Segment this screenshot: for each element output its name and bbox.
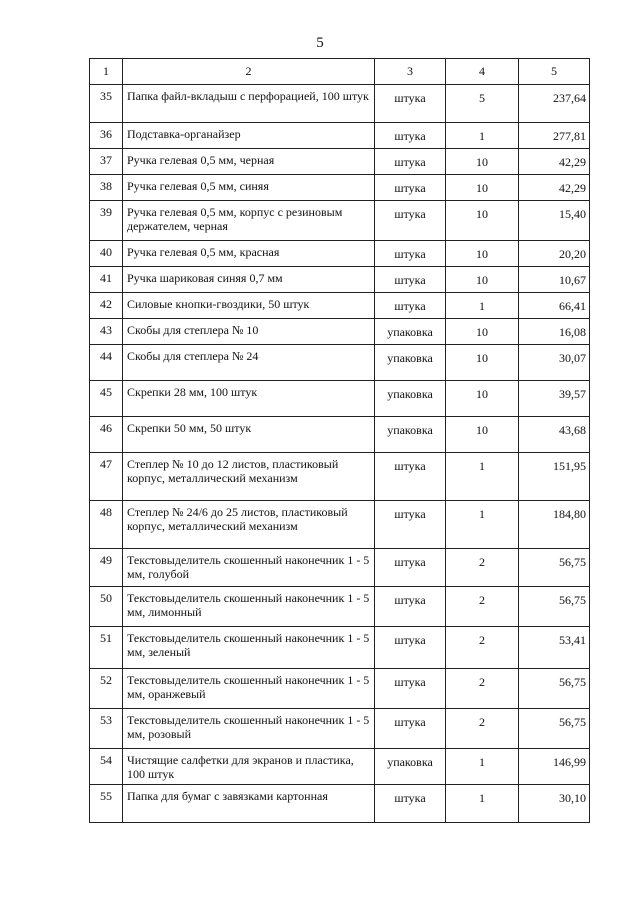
item-unit: штука bbox=[375, 453, 446, 501]
item-name: Степлер № 24/6 до 25 листов, пластиковый корпус, металлический механизм bbox=[123, 501, 375, 549]
item-unit: упаковка bbox=[375, 319, 446, 345]
table-row bbox=[90, 293, 590, 319]
row-number: 43 bbox=[90, 319, 123, 345]
item-name: Ручка гелевая 0,5 мм, красная bbox=[123, 241, 375, 267]
row-number: 53 bbox=[90, 709, 123, 749]
row-number: 41 bbox=[90, 267, 123, 293]
table-row bbox=[90, 241, 590, 267]
header-cell-3: 3 bbox=[375, 59, 446, 85]
item-name: Текстовыделитель скошенный наконечник 1 - 5 мм, зеленый bbox=[123, 627, 375, 669]
row-number: 47 bbox=[90, 453, 123, 501]
header-cell-2: 2 bbox=[123, 59, 375, 85]
item-unit: штука bbox=[375, 85, 446, 123]
item-name: Силовые кнопки-гвоздики, 50 штук bbox=[123, 293, 375, 319]
table-row bbox=[90, 627, 590, 669]
item-quantity: 1 bbox=[446, 453, 519, 501]
item-unit: упаковка bbox=[375, 749, 446, 785]
table-row bbox=[90, 85, 590, 123]
item-name: Текстовыделитель скошенный наконечник 1 - 5 мм, голубой bbox=[123, 549, 375, 587]
item-name: Ручка гелевая 0,5 мм, корпус с резиновым держателем, черная bbox=[123, 201, 375, 241]
item-unit: штука bbox=[375, 201, 446, 241]
row-number: 38 bbox=[90, 175, 123, 201]
item-unit: упаковка bbox=[375, 417, 446, 453]
item-quantity: 5 bbox=[446, 85, 519, 123]
item-unit: штука bbox=[375, 669, 446, 709]
item-price: 56,75 bbox=[519, 587, 590, 627]
item-name: Ручка гелевая 0,5 мм, черная bbox=[123, 149, 375, 175]
item-price: 42,29 bbox=[519, 149, 590, 175]
item-unit: штука bbox=[375, 293, 446, 319]
row-number: 36 bbox=[90, 123, 123, 149]
item-price: 53,41 bbox=[519, 627, 590, 669]
table-row bbox=[90, 175, 590, 201]
item-name: Папка файл-вкладыш с перфорацией, 100 штук bbox=[123, 85, 375, 123]
item-unit: штука bbox=[375, 709, 446, 749]
row-number: 55 bbox=[90, 785, 123, 823]
table-row bbox=[90, 501, 590, 549]
item-unit: штука bbox=[375, 241, 446, 267]
item-quantity: 10 bbox=[446, 201, 519, 241]
item-unit: штука bbox=[375, 785, 446, 823]
row-number: 42 bbox=[90, 293, 123, 319]
item-price: 56,75 bbox=[519, 709, 590, 749]
item-unit: штука bbox=[375, 627, 446, 669]
table-header-row bbox=[90, 59, 590, 85]
item-price: 277,81 bbox=[519, 123, 590, 149]
header-cell-1: 1 bbox=[90, 59, 123, 85]
table-row bbox=[90, 381, 590, 417]
row-number: 46 bbox=[90, 417, 123, 453]
item-name: Ручка гелевая 0,5 мм, синяя bbox=[123, 175, 375, 201]
table-row bbox=[90, 201, 590, 241]
row-number: 37 bbox=[90, 149, 123, 175]
item-name: Скобы для степлера № 10 bbox=[123, 319, 375, 345]
item-quantity: 1 bbox=[446, 293, 519, 319]
item-unit: упаковка bbox=[375, 345, 446, 381]
row-number: 49 bbox=[90, 549, 123, 587]
header-cell-5: 5 bbox=[519, 59, 590, 85]
row-number: 50 bbox=[90, 587, 123, 627]
table-row bbox=[90, 319, 590, 345]
table-row bbox=[90, 149, 590, 175]
table-row bbox=[90, 587, 590, 627]
table-row bbox=[90, 785, 590, 823]
item-name: Степлер № 10 до 12 листов, пластиковый корпус, металлический механизм bbox=[123, 453, 375, 501]
row-number: 52 bbox=[90, 669, 123, 709]
item-price: 66,41 bbox=[519, 293, 590, 319]
item-quantity: 2 bbox=[446, 587, 519, 627]
item-name: Скобы для степлера № 24 bbox=[123, 345, 375, 381]
item-quantity: 2 bbox=[446, 627, 519, 669]
row-number: 40 bbox=[90, 241, 123, 267]
item-unit: штука bbox=[375, 267, 446, 293]
item-price: 15,40 bbox=[519, 201, 590, 241]
item-name: Папка для бумаг с завязками картонная bbox=[123, 785, 375, 823]
item-price: 16,08 bbox=[519, 319, 590, 345]
item-quantity: 10 bbox=[446, 267, 519, 293]
item-name: Текстовыделитель скошенный наконечник 1 - 5 мм, лимонный bbox=[123, 587, 375, 627]
row-number: 39 bbox=[90, 201, 123, 241]
table-row bbox=[90, 417, 590, 453]
item-price: 237,64 bbox=[519, 85, 590, 123]
item-unit: штука bbox=[375, 149, 446, 175]
item-name: Подставка-органайзер bbox=[123, 123, 375, 149]
row-number: 45 bbox=[90, 381, 123, 417]
item-quantity: 1 bbox=[446, 501, 519, 549]
item-unit: штука bbox=[375, 587, 446, 627]
table-row bbox=[90, 453, 590, 501]
item-name: Чистящие салфетки для экранов и пластика, 100 штук bbox=[123, 749, 375, 785]
item-price: 151,95 bbox=[519, 453, 590, 501]
row-number: 35 bbox=[90, 85, 123, 123]
item-price: 10,67 bbox=[519, 267, 590, 293]
item-price: 56,75 bbox=[519, 669, 590, 709]
item-price: 43,68 bbox=[519, 417, 590, 453]
item-quantity: 10 bbox=[446, 345, 519, 381]
row-number: 44 bbox=[90, 345, 123, 381]
item-quantity: 10 bbox=[446, 175, 519, 201]
item-quantity: 10 bbox=[446, 381, 519, 417]
item-price: 56,75 bbox=[519, 549, 590, 587]
row-number: 51 bbox=[90, 627, 123, 669]
item-unit: упаковка bbox=[375, 381, 446, 417]
table-row bbox=[90, 669, 590, 709]
header-cell-4: 4 bbox=[446, 59, 519, 85]
item-quantity: 10 bbox=[446, 241, 519, 267]
item-price: 146,99 bbox=[519, 749, 590, 785]
item-unit: штука bbox=[375, 501, 446, 549]
item-unit: штука bbox=[375, 123, 446, 149]
item-quantity: 2 bbox=[446, 709, 519, 749]
item-name: Текстовыделитель скошенный наконечник 1 - 5 мм, оранжевый bbox=[123, 669, 375, 709]
row-number: 48 bbox=[90, 501, 123, 549]
item-quantity: 2 bbox=[446, 549, 519, 587]
table-row bbox=[90, 749, 590, 785]
item-quantity: 1 bbox=[446, 785, 519, 823]
row-number: 54 bbox=[90, 749, 123, 785]
item-name: Скрепки 50 мм, 50 штук bbox=[123, 417, 375, 453]
table-row bbox=[90, 345, 590, 381]
item-name: Скрепки 28 мм, 100 штук bbox=[123, 381, 375, 417]
item-quantity: 10 bbox=[446, 319, 519, 345]
item-price: 30,07 bbox=[519, 345, 590, 381]
item-price: 39,57 bbox=[519, 381, 590, 417]
item-price: 20,20 bbox=[519, 241, 590, 267]
table-row bbox=[90, 549, 590, 587]
item-quantity: 10 bbox=[446, 149, 519, 175]
item-unit: штука bbox=[375, 175, 446, 201]
item-price: 42,29 bbox=[519, 175, 590, 201]
item-quantity: 2 bbox=[446, 669, 519, 709]
item-price: 30,10 bbox=[519, 785, 590, 823]
table-row bbox=[90, 709, 590, 749]
item-name: Ручка шариковая синяя 0,7 мм bbox=[123, 267, 375, 293]
table-row bbox=[90, 267, 590, 293]
item-quantity: 1 bbox=[446, 749, 519, 785]
item-price: 184,80 bbox=[519, 501, 590, 549]
item-quantity: 10 bbox=[446, 417, 519, 453]
item-quantity: 1 bbox=[446, 123, 519, 149]
item-name: Текстовыделитель скошенный наконечник 1 - 5 мм, розовый bbox=[123, 709, 375, 749]
table-row bbox=[90, 123, 590, 149]
items-table bbox=[89, 58, 590, 823]
page-number: 5 bbox=[316, 35, 324, 51]
item-unit: штука bbox=[375, 549, 446, 587]
